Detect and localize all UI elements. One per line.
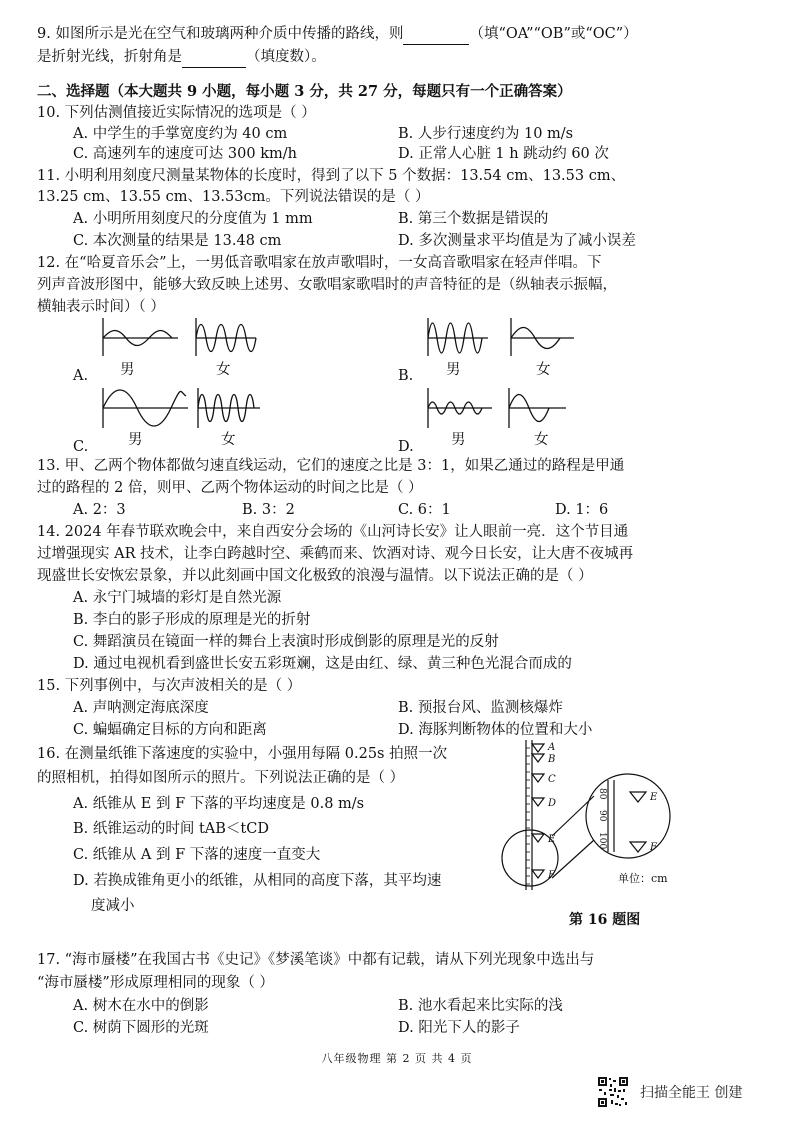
q16-option-c[interactable]: C. 纸锥从 A 到 F 下落的速度一直变大 bbox=[73, 847, 321, 863]
q16-fig-caption: 第 16 题图 bbox=[569, 912, 641, 928]
page-footer: 八年级物理 第 2 页 共 4 页 bbox=[321, 1052, 473, 1065]
waveform-b-male bbox=[428, 318, 488, 356]
q15-option-a[interactable]: A. 声呐测定海底深度 bbox=[73, 700, 209, 716]
q14-option-c[interactable]: C. 舞蹈演员在镜面一样的舞台上表演时形成倒影的原理是光的反射 bbox=[73, 634, 499, 650]
q10-option-b[interactable]: B. 人步行速度约为 10 m/s bbox=[398, 126, 574, 142]
zoom-cone-e bbox=[630, 792, 646, 802]
q12-waveforms bbox=[0, 0, 794, 470]
waveform-b-female bbox=[511, 318, 574, 356]
q13-stem-1: 13. 甲、乙两个物体都做匀速直线运动，它们的速度之比是 3：1，如果乙通过的路程是甲通 bbox=[37, 458, 625, 474]
label-male-d: 男 bbox=[451, 432, 466, 448]
q17-stem-1: 17. “海市蜃楼”在我国古书《史记》《梦溪笔谈》中都有记载，请从下列光现象中选出与 bbox=[37, 952, 595, 968]
q16-option-d-1[interactable]: D. 若换成锥角更小的纸锥，从相同的高度下落，其平均速 bbox=[73, 873, 442, 889]
cone-f bbox=[532, 870, 544, 878]
label-female-c: 女 bbox=[221, 432, 236, 448]
label-b: B bbox=[548, 754, 556, 765]
cone-a bbox=[532, 744, 544, 752]
q16-stem-2: 的照相机，拍得如图所示的照片。下列说法正确的是（ ） bbox=[37, 770, 405, 786]
q9-line1: 9. 如图所示是光在空气和玻璃两种介质中传播的路线，则 （填“OA”“OB”或“OC”） bbox=[37, 24, 638, 45]
section-heading: 二、选择题（本大题共 9 小题，每小题 3 分，共 27 分，每题只有一个正确答案） bbox=[37, 83, 572, 100]
cone-d bbox=[532, 798, 544, 806]
label-e: E bbox=[548, 834, 556, 845]
q17-option-c[interactable]: C. 树荫下圆形的光斑 bbox=[73, 1020, 209, 1036]
label-f: F bbox=[548, 870, 555, 881]
q12-stem-2: 列声音波形图中，能够大致反映上述男、女歌唱家歌唱时的声音特征的是（纵轴表示振幅， bbox=[37, 277, 617, 293]
q10-option-a[interactable]: A. 中学生的手掌宽度约为 40 cm bbox=[73, 126, 288, 142]
q11-option-d[interactable]: D. 多次测量求平均值是为了减小误差 bbox=[398, 233, 636, 249]
cone-c bbox=[532, 774, 544, 782]
q14-option-a[interactable]: A. 永宁门城墙的彩灯是自然光源 bbox=[73, 590, 282, 606]
q14-stem-3: 现盛世长安恢宏景象，并以此刻画中国文化极致的浪漫与温情。以下说法正确的是（ ） bbox=[37, 568, 593, 584]
q17-stem-2: “海市蜃楼”形成原理相同的现象（ ） bbox=[37, 975, 274, 991]
waveform-c-male bbox=[103, 388, 188, 428]
label-male-a: 男 bbox=[120, 362, 135, 378]
q16-option-d-2: 度减小 bbox=[91, 898, 135, 914]
label-a: A bbox=[548, 742, 556, 753]
q11-option-c[interactable]: C. 本次测量的结果是 13.48 cm bbox=[73, 233, 282, 249]
q9-line2: 是折射光线，折射角是 （填度数）。 bbox=[37, 47, 326, 68]
label-male-b: 男 bbox=[446, 362, 461, 378]
label-female-b: 女 bbox=[536, 362, 551, 378]
scanner-watermark: 扫描全能王 创建 bbox=[640, 1085, 743, 1101]
q13-stem-2: 过的路程的 2 倍，则甲、乙两个物体运动的时间之比是（ ） bbox=[37, 480, 423, 496]
q10-option-d[interactable]: D. 正常人心脏 1 h 跳动约 60 次 bbox=[398, 146, 609, 162]
tick-80: 80 bbox=[597, 788, 607, 800]
q16-figure bbox=[490, 736, 760, 906]
waveform-d-male bbox=[428, 388, 492, 428]
ruler bbox=[526, 740, 532, 890]
q13-option-a[interactable]: A. 2：3 bbox=[73, 502, 126, 518]
q14-stem-2: 过增强现实 AR 技术，让李白跨越时空、乘鹤而来、饮酒对诗、观今日长安，让大唐不夜城再 bbox=[37, 546, 634, 562]
qr-code-icon bbox=[597, 1076, 629, 1108]
zoom-label-f: F bbox=[650, 842, 657, 853]
zoom-label-e: E bbox=[650, 792, 658, 803]
q11-stem-1: 11. 小明利用刻度尺测量某物体的长度时，得到了以下 5 个数据：13.54 cm、13.53 cm、 bbox=[37, 168, 626, 184]
q17-option-d[interactable]: D. 阳光下人的影子 bbox=[398, 1020, 520, 1036]
waveform-c-female bbox=[198, 388, 260, 428]
q15-option-b[interactable]: B. 预报台风、监测核爆炸 bbox=[398, 700, 563, 716]
fig-unit: 单位：cm bbox=[618, 872, 668, 885]
q10-option-c[interactable]: C. 高速列车的速度可达 300 km/h bbox=[73, 146, 297, 162]
cone-b bbox=[532, 754, 544, 762]
cone-e bbox=[532, 834, 544, 842]
q15-stem: 15. 下列事例中，与次声波相关的是（ ） bbox=[37, 678, 302, 694]
q12-stem-1: 12. 在“哈夏音乐会”上，一男低音歌唱家在放声歌唱时，一女高音歌唱家在轻声伴唱。下 bbox=[37, 255, 602, 271]
tick-90: 90 bbox=[597, 810, 607, 822]
q12-option-d[interactable]: D. bbox=[398, 439, 414, 455]
label-female-a: 女 bbox=[216, 362, 231, 378]
q14-stem-1: 14. 2024 年春节联欢晚会中，来自西安分会场的《山河诗长安》让人眼前一亮．这个节目通 bbox=[37, 524, 629, 540]
q14-option-d[interactable]: D. 通过电视机看到盛世长安五彩斑斓，这是由红、绿、黄三种色光混合而成的 bbox=[73, 656, 572, 672]
label-d: D bbox=[548, 798, 557, 809]
label-c: C bbox=[548, 774, 556, 785]
label-female-d: 女 bbox=[534, 432, 549, 448]
q13-option-d[interactable]: D. 1：6 bbox=[555, 502, 609, 518]
q11-option-b[interactable]: B. 第三个数据是错误的 bbox=[398, 211, 549, 227]
label-male-c: 男 bbox=[128, 432, 143, 448]
tick-100: 100 bbox=[597, 832, 607, 850]
q12-option-b[interactable]: B. bbox=[398, 368, 414, 384]
q13-option-b[interactable]: B. 3：2 bbox=[242, 502, 295, 518]
q13-option-c[interactable]: C. 6：1 bbox=[398, 502, 451, 518]
q16-option-b[interactable]: B. 纸锥运动的时间 tAB＜tCD bbox=[73, 821, 269, 837]
q12-option-a[interactable]: A. bbox=[73, 368, 89, 384]
q16-stem-1: 16. 在测量纸锥下落速度的实验中，小强用每隔 0.25s 拍照一次 bbox=[37, 746, 448, 762]
waveform-a-male bbox=[103, 318, 178, 356]
q16-option-a[interactable]: A. 纸锥从 E 到 F 下落的平均速度是 0.8 m/s bbox=[73, 796, 365, 812]
waveform-a-female bbox=[196, 318, 256, 356]
zoom-cone-f bbox=[630, 842, 646, 852]
q17-option-a[interactable]: A. 树木在水中的倒影 bbox=[73, 998, 209, 1014]
waveform-d-female bbox=[509, 388, 566, 428]
q17-option-b[interactable]: B. 池水看起来比实际的浅 bbox=[398, 998, 563, 1014]
q15-option-c[interactable]: C. 蝙蝠确定目标的方向和距离 bbox=[73, 722, 267, 738]
q14-option-b[interactable]: B. 李白的影子形成的原理是光的折射 bbox=[73, 612, 311, 628]
q15-option-d[interactable]: D. 海豚判断物体的位置和大小 bbox=[398, 722, 593, 738]
q10-stem: 10. 下列估测值接近实际情况的选项是（ ） bbox=[37, 105, 316, 121]
q12-option-c[interactable]: C. bbox=[73, 439, 89, 455]
q11-stem-2: 13.25 cm、13.55 cm、13.53cm。下列说法错误的是（ ） bbox=[37, 189, 430, 205]
q12-stem-3: 横轴表示时间）（ ） bbox=[37, 299, 165, 315]
q11-option-a[interactable]: A. 小明所用刻度尺的分度值为 1 mm bbox=[73, 211, 313, 227]
